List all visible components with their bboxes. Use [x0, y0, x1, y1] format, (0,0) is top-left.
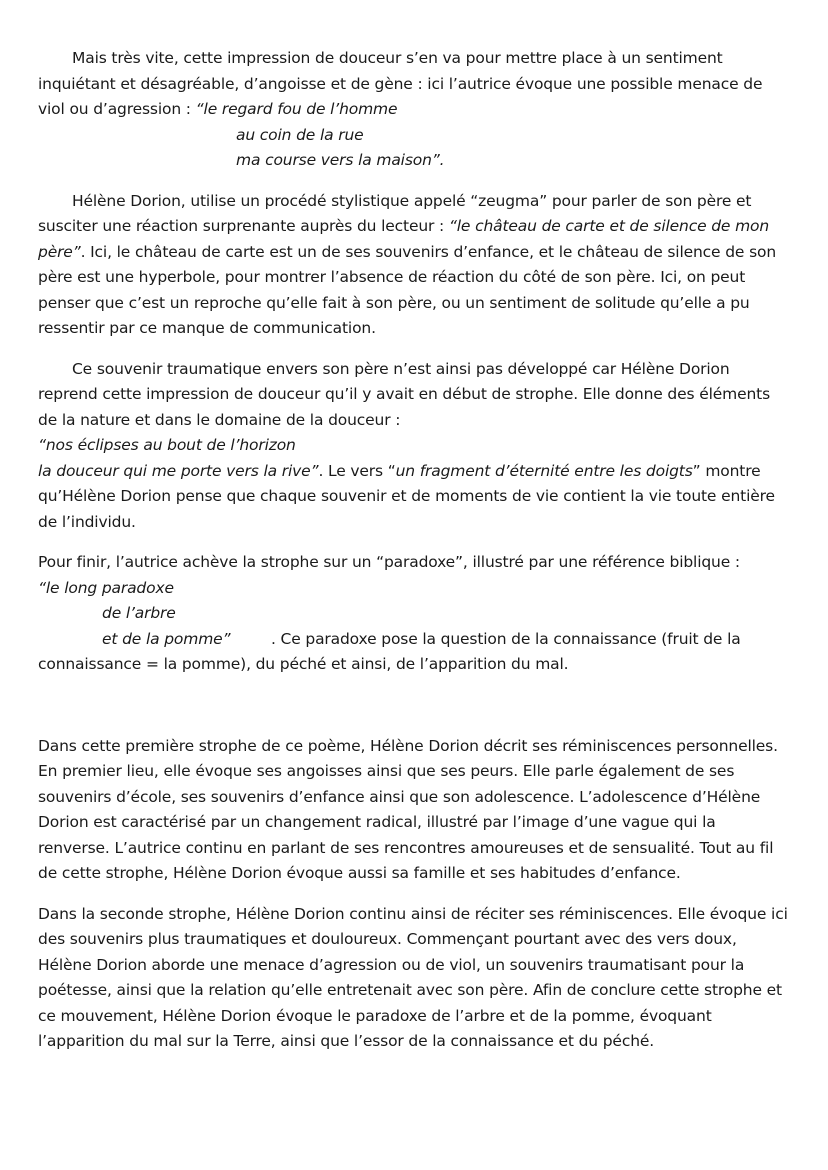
paragraph-2 [38, 189, 788, 342]
paragraph-1-text: Mais très vite, cette impression de douceur s’en va pour mettre place à un sentiment inquiétant et désagréable, d’angoisse et de gène : ici l’autrice évoque une possible menace de viol ou d’agression : [38, 49, 763, 118]
paragraph-1-quote-line-2: au coin de la rue [236, 125, 364, 144]
paragraph-2-text-b: . Ici, le château de carte est un de ses souvenirs d’enfance, et le château de silence de son père est une hyperbole, pour montrer l’absence de réaction du côté de son père. Ici, on peut penser que c’est un reproche qu’elle fait à son père, ou un sentiment de solitude qu’elle a pu ressentir par ce manque de communication. [38, 242, 777, 337]
paragraph-4-text-b: . Ce paradoxe pose la question de la connaissance (fruit de la connaissance = la pomme), du péché et ainsi, de l’apparition du mal. [38, 629, 741, 673]
paragraph-3-quote-line-2: la douceur qui me porte vers la rive” [38, 461, 319, 480]
paragraph-5 [38, 734, 788, 887]
paragraph-4-quote-line-1: “le long paradoxe [38, 578, 174, 597]
paragraph-1-quote-line-1: “le regard fou de l’homme [195, 100, 398, 118]
paragraph-3-text-b: . Le vers “ [318, 461, 396, 480]
paragraph-5-text: Dans cette première strophe de ce poème, Hélène Dorion décrit ses réminiscences personnelles. En premier lieu, elle évoque ses angoisses ainsi que ses peurs. Elle parle également de ses souvenirs d’école, ses souvenirs d’enfance ainsi que son adolescence. L’adolescence d’Hélène Dorion est caractérisé par un changement radical, illustré par l’image d’une vague qui la renverse. L’autrice continu en parlant de ses rencontres amoureuses et de sensualité. Tout au fil de cette strophe, Hélène Dorion évoque aussi sa famille et ses habitudes d’enfance. [38, 736, 778, 882]
paragraph-3 [38, 357, 788, 536]
paragraph-4-text-a: Pour finir, l’autrice achève la strophe sur un “paradoxe”, illustré par une référence biblique : [38, 553, 740, 571]
paragraph-4-quote-line-2: de l’arbre [102, 604, 176, 622]
paragraph-3-quote-3: un fragment d’éternité entre les doigts [395, 461, 693, 480]
paragraph-3-text-a: Ce souvenir traumatique envers son père n’est ainsi pas développé car Hélène Dorion reprend cette impression de douceur qu’il y avait en début de strophe. Elle donne des éléments de la nature et dans le domaine de la douceur : [38, 359, 771, 429]
paragraph-1-quote-line-3: ma course vers la maison”. [236, 151, 445, 169]
paragraph-3-text-c: ” montre qu’Hélène Dorion pense que chaque souvenir et de moments de vie contient la vie toute entière de l’individu. [38, 461, 775, 531]
paragraph-4-quote-line-3: et de la pomme” [102, 629, 231, 648]
paragraph-1 [38, 46, 788, 174]
paragraph-6-text: Dans la seconde strophe, Hélène Dorion continu ainsi de réciter ses réminiscences. Elle évoque ici des souvenirs plus traumatiques et douloureux. Commençant pourtant avec des vers doux, Hélène Dorion aborde une menace d’agression ou de viol, un souvenirs traumatisant pour la poétesse, ainsi que la relation qu’elle entretenait avec son père. Afin de conclure cette strophe et ce mouvement, Hélène Dorion évoque le paradoxe de l’arbre et de la pomme, évoquant l’apparition du mal sur la Terre, ainsi que l’essor de la connaissance et du péché. [38, 904, 788, 1050]
paragraph-3-quote-line-1: “nos éclipses au bout de l’horizon [38, 436, 296, 454]
paragraph-2-text-a: Hélène Dorion, utilise un procédé stylistique appelé “zeugma” pour parler de son père et susciter une réaction surprenante auprès du lecteur : [38, 191, 752, 235]
paragraph-2-quote: “le château de carte et de silence de mon père” [38, 217, 770, 261]
paragraph-6 [38, 902, 788, 1055]
